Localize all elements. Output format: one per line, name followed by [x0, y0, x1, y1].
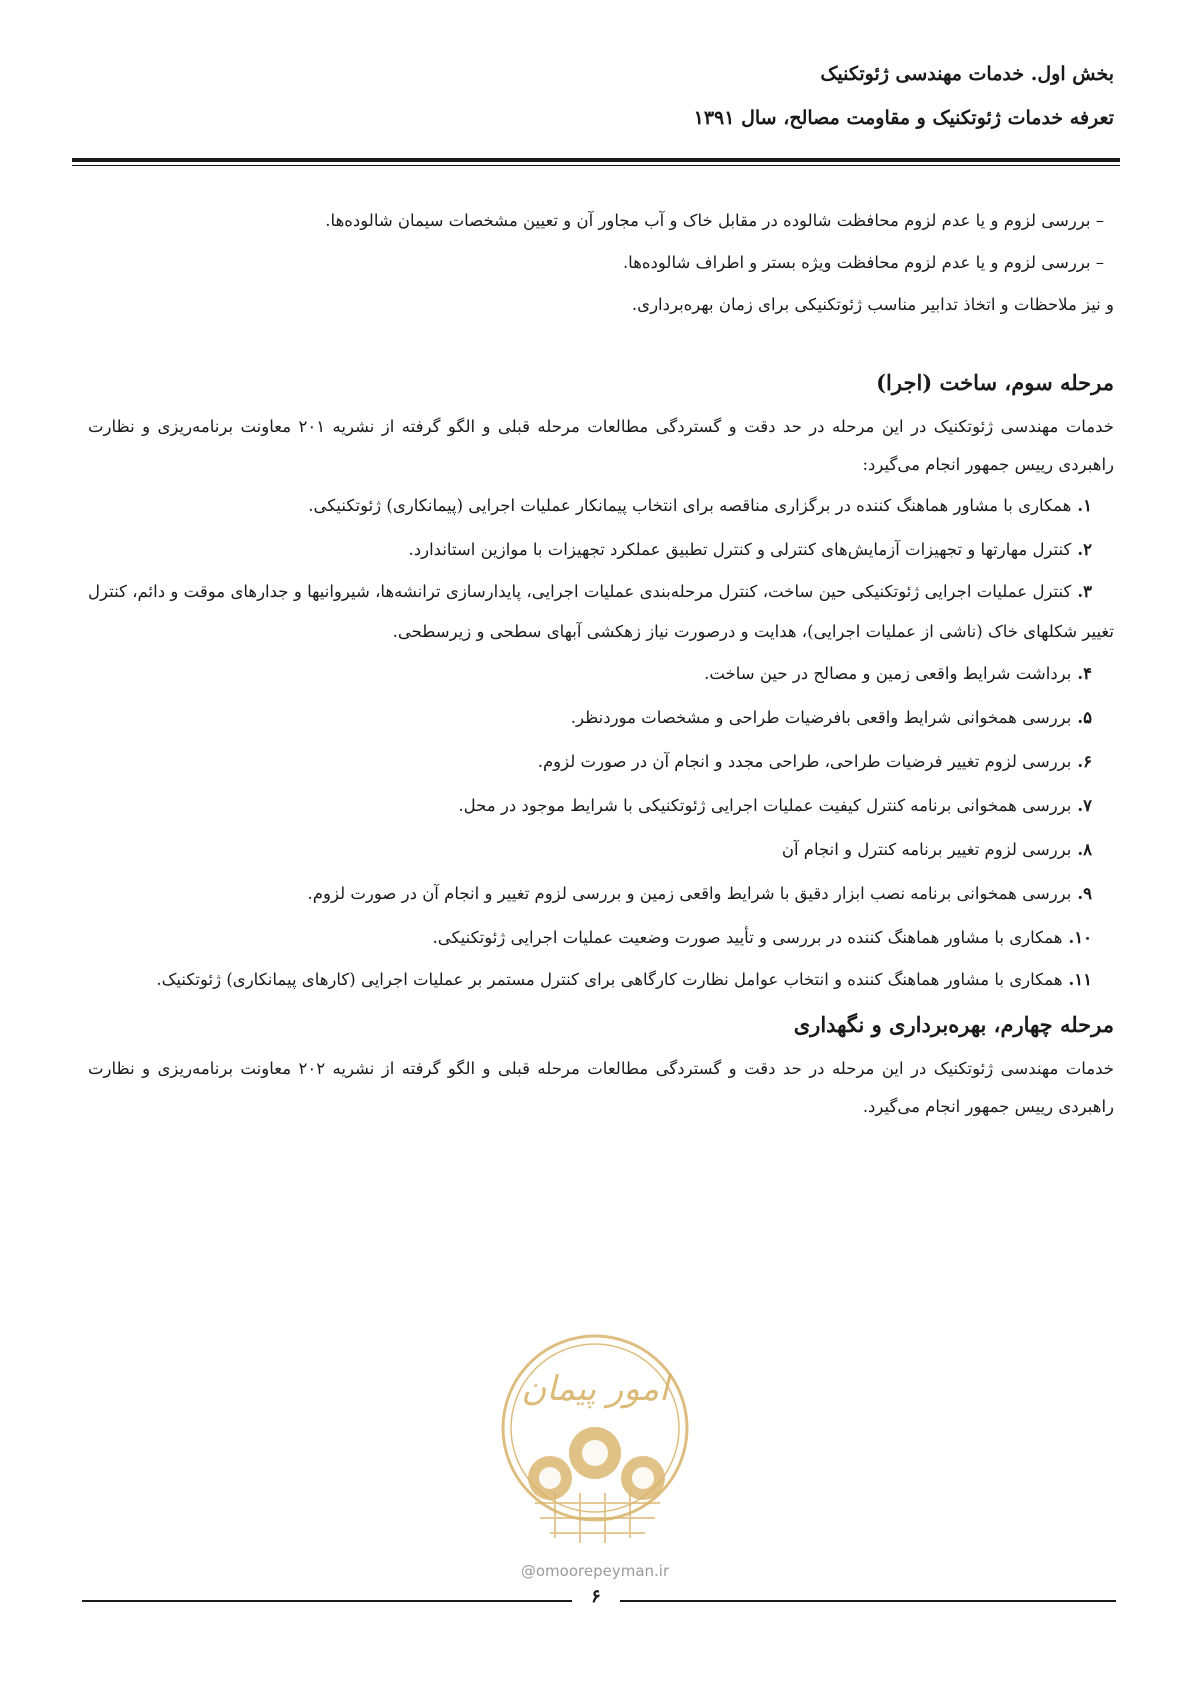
page-number: ۶ — [591, 1586, 601, 1607]
item-text: همکاری با مشاور هماهنگ کننده در بررسی و تأیید صورت وضعیت عملیات اجرایی ژئوتکنیکی. — [432, 928, 1063, 947]
list-item — [88, 828, 1114, 872]
item-text: برداشت شرایط واقعی زمین و مصالح در حین ساخت. — [704, 664, 1072, 683]
bullet-item: – بررسی لزوم و یا عدم لزوم محافظت ویژه بستر و اطراف شالوده‌ها. — [622, 253, 1104, 272]
list-item — [88, 484, 1114, 528]
item-number: ۷. — [1077, 796, 1092, 815]
list-item — [88, 528, 1114, 572]
watermark-logo — [495, 1328, 695, 1558]
item-number: ۸. — [1077, 840, 1092, 859]
section3-title: مرحله سوم، ساخت (اجرا) — [876, 370, 1114, 395]
item-number: ۱۱. — [1068, 970, 1092, 989]
intro-closing: و نیز ملاحظات و اتخاذ تدابیر مناسب ژئوتکنیکی برای زمان بهره‌برداری. — [631, 295, 1114, 314]
header-title: بخش اول. خدمات مهندسی ژئوتکنیک — [820, 63, 1114, 85]
header-rule-thick — [72, 158, 1120, 162]
item-text: همکاری با مشاور هماهنگ کننده در برگزاری مناقصه برای انتخاب پیمانکار عملیات اجرایی (پیمانکاری) ژئوتکنیکی. — [308, 496, 1072, 515]
list-item — [88, 784, 1114, 828]
item-number: ۶. — [1077, 752, 1092, 771]
page-content — [88, 200, 1114, 1126]
section4-title: مرحله چهارم، بهره‌برداری و نگهداری — [793, 1012, 1114, 1037]
item-number: ۴. — [1077, 664, 1092, 683]
item-number: ۱. — [1077, 496, 1092, 515]
list-item — [88, 572, 1114, 652]
item-text: بررسی همخوانی برنامه کنترل کیفیت عملیات اجرایی ژئوتکنیکی با شرایط موجود در محل. — [458, 796, 1072, 815]
list-item — [88, 652, 1114, 696]
page-header — [74, 58, 1114, 134]
section3-items — [88, 484, 1114, 1000]
list-item — [88, 960, 1114, 1000]
list-item — [88, 696, 1114, 740]
footer-rule-left — [82, 1600, 572, 1602]
header-rule-thin — [72, 165, 1120, 166]
list-item — [88, 916, 1114, 960]
item-text: همکاری با مشاور هماهنگ کننده و انتخاب عوامل نظارت کارگاهی برای کنترل مستمر بر عملیات اجرایی (کارهای پیمانکاری) ژئوتکنیک. — [156, 970, 1063, 989]
item-text: بررسی لزوم تغییر برنامه کنترل و انجام آن — [781, 840, 1072, 859]
section3-paragraph: خدمات مهندسی ژئوتکنیک در این مرحله در حد دقت و گستردگی مطالعات مرحله قبلی و الگو گرفته از نشریه ۲۰۱ معاونت برنامه‌ریزی و نظارت راهبردی رییس جمهور انجام می‌گیرد: — [88, 417, 1114, 474]
intro-bullets — [88, 200, 1104, 284]
item-number: ۵. — [1077, 708, 1092, 727]
list-item — [88, 740, 1114, 784]
watermark-url: @omoorepeyman.ir — [520, 1562, 670, 1580]
item-number: ۹. — [1077, 884, 1092, 903]
list-item — [88, 872, 1114, 916]
item-text: کنترل عملیات اجرایی ژئوتکنیکی حین ساخت، کنترل مرحله‌بندی عملیات اجرایی، پایدارسازی ترانشه‌ها، شیروانیها و جدارهای موقت و دائم، کنترل تغییر شکلهای خاک (ناشی از عملیات اجرایی)، هدایت و درصورت نیاز زهکشی آبهای سطحی و زیرسطحی. — [88, 582, 1114, 641]
footer-rule-right — [620, 1600, 1116, 1602]
section4-paragraph: خدمات مهندسی ژئوتکنیک در این مرحله در حد دقت و گستردگی مطالعات مرحله قبلی و الگو گرفته از نشریه ۲۰۲ معاونت برنامه‌ریزی و نظارت راهبردی رییس جمهور انجام می‌گیرد. — [88, 1059, 1114, 1116]
header-subtitle: تعرفه خدمات ژئوتکنیک و مقاومت مصالح، سال ۱۳۹۱ — [693, 107, 1114, 129]
item-number: ۳. — [1077, 582, 1092, 601]
item-text: کنترل مهارتها و تجهیزات آزمایش‌های کنترلی و کنترل تطبیق عملکرد تجهیزات با موازین استاندارد. — [408, 540, 1072, 559]
item-text: بررسی همخوانی شرایط واقعی بافرضیات طراحی و مشخصات موردنظر. — [570, 708, 1072, 727]
bullet-item: – بررسی لزوم و یا عدم لزوم محافظت شالوده در مقابل خاک و آب مجاور آن و تعیین مشخصات سیمان شالوده‌ها. — [325, 211, 1104, 230]
watermark-logo-text: امور پیمان — [521, 1369, 669, 1409]
item-text: بررسی لزوم تغییر فرضیات طراحی، طراحی مجدد و انجام آن در صورت لزوم. — [537, 752, 1072, 771]
item-number: ۲. — [1077, 540, 1092, 559]
item-number: ۱۰. — [1068, 928, 1092, 947]
item-text: بررسی همخوانی برنامه نصب ابزار دقیق با شرایط واقعی زمین و بررسی لزوم تغییر و انجام آن در صورت لزوم. — [307, 884, 1072, 903]
